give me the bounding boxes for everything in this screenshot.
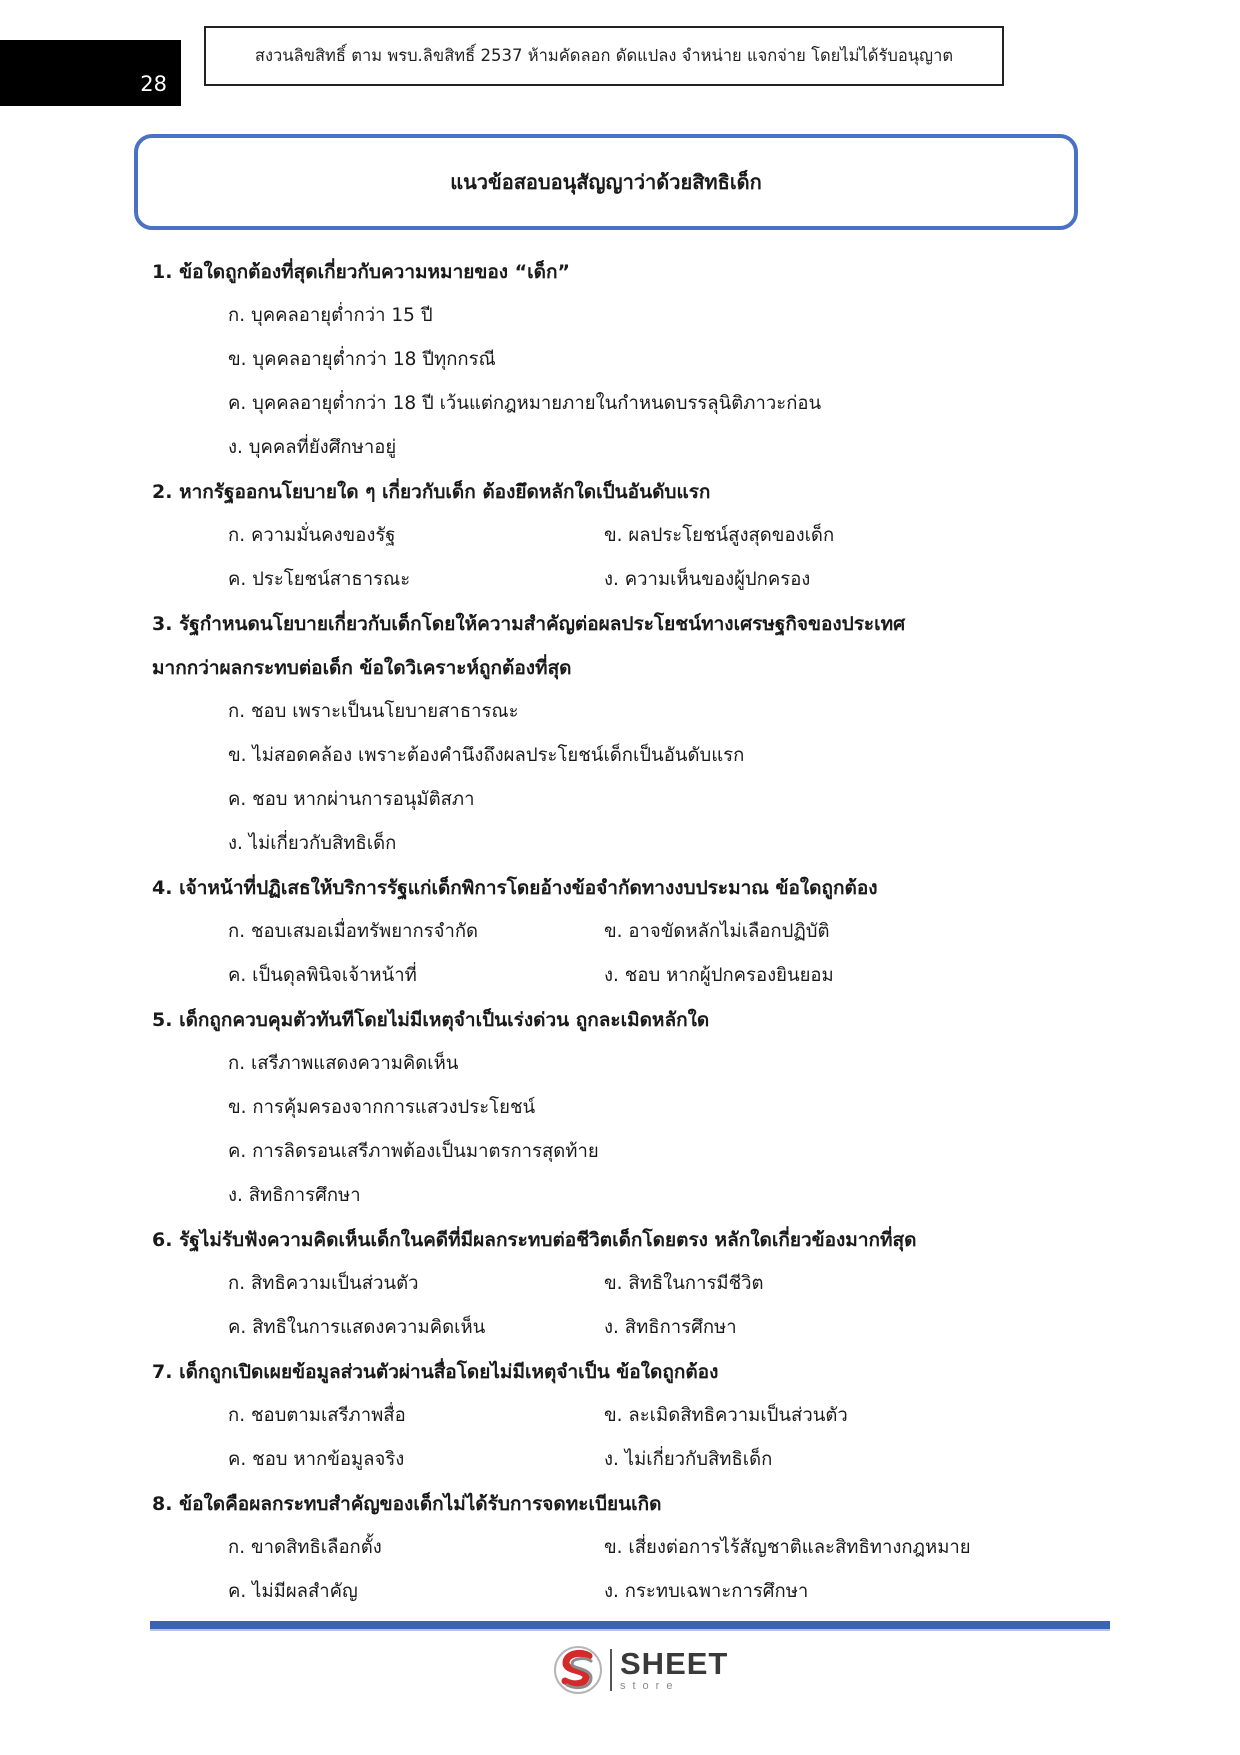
question-number: 5. bbox=[152, 1009, 173, 1031]
question-text: เจ้าหน้าที่ปฏิเสธให้บริการรัฐแก่เด็กพิการโดยอ้างข้อจำกัดทางงบประมาณ ข้อใดถูกต้อง bbox=[179, 877, 878, 899]
option-row bbox=[152, 558, 1112, 602]
option-row bbox=[152, 1262, 1112, 1306]
option: ข. ไม่สอดคล้อง เพราะต้องคำนึงถึงผลประโยชน์เด็กเป็นอันดับแรก bbox=[228, 745, 745, 766]
question-text: เด็กถูกเปิดเผยข้อมูลส่วนตัวผ่านสื่อโดยไม่มีเหตุจำเป็น ข้อใดถูกต้อง bbox=[179, 1361, 719, 1383]
option: ค. ชอบ หากผ่านการอนุมัติสภา bbox=[228, 789, 475, 810]
question-number: 4. bbox=[152, 877, 173, 899]
option-row bbox=[152, 1570, 1112, 1614]
option-row bbox=[152, 1438, 1112, 1482]
option: ค. ประโยชน์สาธารณะ bbox=[228, 569, 411, 590]
question-number: 7. bbox=[152, 1361, 173, 1383]
logo-text bbox=[620, 1648, 728, 1692]
option: ก. ชอบเสมอเมื่อทรัพยากรจำกัด bbox=[228, 921, 479, 942]
option: ก. ความมั่นคงของรัฐ bbox=[228, 525, 396, 546]
option-row bbox=[152, 514, 1112, 558]
option: ก. ชอบตามเสรีภาพสื่อ bbox=[228, 1405, 406, 1426]
option: ง. สิทธิการศึกษา bbox=[604, 1317, 737, 1338]
option: ค. การลิดรอนเสรีภาพต้องเป็นมาตรการสุดท้าย bbox=[228, 1141, 599, 1162]
logo-subtext: store bbox=[620, 1680, 680, 1692]
option: ง. ความเห็นของผู้ปกครอง bbox=[604, 569, 811, 590]
option: ข. ละเมิดสิทธิความเป็นส่วนตัว bbox=[604, 1405, 848, 1426]
option-row bbox=[152, 1306, 1112, 1350]
question-number: 2. bbox=[152, 481, 173, 503]
question-text: รัฐกำหนดนโยบายเกี่ยวกับเด็กโดยให้ความสำคัญต่อผลประโยชน์ทางเศรษฐกิจของประเทศ bbox=[179, 613, 906, 635]
option: ง. บุคคลที่ยังศึกษาอยู่ bbox=[228, 437, 397, 458]
page-number: 28 bbox=[140, 72, 167, 96]
option: ง. ไม่เกี่ยวกับสิทธิเด็ก bbox=[228, 833, 397, 854]
option: ค. ชอบ หากข้อมูลจริง bbox=[228, 1449, 405, 1470]
option: ค. บุคคลอายุต่ำกว่า 18 ปี เว้นแต่กฎหมายภายในกำหนดบรรลุนิติภาวะก่อน bbox=[228, 393, 822, 414]
copyright-notice-box bbox=[204, 26, 1004, 86]
question-text: เด็กถูกควบคุมตัวทันทีโดยไม่มีเหตุจำเป็นเร่งด่วน ถูกละเมิดหลักใด bbox=[179, 1009, 710, 1031]
question-text: หากรัฐออกนโยบายใด ๆ เกี่ยวกับเด็ก ต้องยึดหลักใดเป็นอันดับแรก bbox=[179, 481, 711, 503]
option: ข. ผลประโยชน์สูงสุดของเด็ก bbox=[604, 525, 835, 546]
option: ก. ขาดสิทธิเลือกตั้ง bbox=[228, 1537, 382, 1558]
question-3-continued: มากกว่าผลกระทบต่อเด็ก ข้อใดวิเคราะห์ถูกต้องที่สุด bbox=[152, 657, 572, 679]
title-box bbox=[134, 134, 1078, 230]
footer-divider bbox=[150, 1621, 1110, 1629]
question-7 bbox=[152, 1350, 1112, 1394]
question-number: 8. bbox=[152, 1493, 173, 1515]
question-text: ข้อใดคือผลกระทบสำคัญของเด็กไม่ได้รับการจดทะเบียนเกิด bbox=[179, 1493, 662, 1515]
option: ก. สิทธิความเป็นส่วนตัว bbox=[228, 1273, 419, 1294]
option: ง. ชอบ หากผู้ปกครองยินยอม bbox=[604, 965, 834, 986]
sheet-store-s-logo-icon bbox=[552, 1644, 604, 1696]
question-8 bbox=[152, 1482, 1112, 1526]
question-list bbox=[152, 250, 1112, 1614]
option: ง. ไม่เกี่ยวกับสิทธิเด็ก bbox=[604, 1449, 773, 1470]
option: ค. เป็นดุลพินิจเจ้าหน้าที่ bbox=[228, 965, 417, 986]
question-1 bbox=[152, 250, 1112, 294]
question-2 bbox=[152, 470, 1112, 514]
logo-divider bbox=[610, 1649, 612, 1691]
option: ค. ไม่มีผลสำคัญ bbox=[228, 1581, 358, 1602]
question-number: 3. bbox=[152, 613, 173, 635]
page-title: แนวข้อสอบอนุสัญญาว่าด้วยสิทธิเด็ก bbox=[450, 170, 762, 194]
logo-word: SHEET bbox=[620, 1646, 729, 1681]
page-number-box bbox=[0, 40, 181, 106]
sheet-store-logo bbox=[552, 1642, 728, 1698]
option-row bbox=[152, 910, 1112, 954]
option: ข. อาจขัดหลักไม่เลือกปฏิบัติ bbox=[604, 921, 830, 942]
option: ข. สิทธิในการมีชีวิต bbox=[604, 1273, 764, 1294]
copyright-notice: สงวนลิขสิทธิ์ ตาม พรบ.ลิขสิทธิ์ 2537 ห้ามคัดลอก ดัดแปลง จำหน่าย แจกจ่าย โดยไม่ได้รับอนุญาต bbox=[254, 46, 954, 65]
question-number: 6. bbox=[152, 1229, 173, 1251]
option-row bbox=[152, 954, 1112, 998]
option: ง. กระทบเฉพาะการศึกษา bbox=[604, 1581, 809, 1602]
question-text: รัฐไม่รับฟังความคิดเห็นเด็กในคดีที่มีผลกระทบต่อชีวิตเด็กโดยตรง หลักใดเกี่ยวข้องมากที่สุด bbox=[179, 1229, 917, 1251]
question-number: 1. bbox=[152, 261, 173, 283]
question-3 bbox=[152, 602, 1112, 646]
option-row bbox=[152, 1526, 1112, 1570]
option-row bbox=[152, 1394, 1112, 1438]
question-4 bbox=[152, 866, 1112, 910]
option: ก. บุคคลอายุต่ำกว่า 15 ปี bbox=[228, 305, 433, 326]
question-text: ข้อใดถูกต้องที่สุดเกี่ยวกับความหมายของ “เด็ก” bbox=[179, 261, 570, 283]
option: ค. สิทธิในการแสดงความคิดเห็น bbox=[228, 1317, 486, 1338]
option: ก. เสรีภาพแสดงความคิดเห็น bbox=[228, 1053, 459, 1074]
option: ข. การคุ้มครองจากการแสวงประโยชน์ bbox=[228, 1097, 536, 1118]
option: ข. เสี่ยงต่อการไร้สัญชาติและสิทธิทางกฎหมาย bbox=[604, 1537, 971, 1558]
question-5 bbox=[152, 998, 1112, 1042]
option: ก. ชอบ เพราะเป็นนโยบายสาธารณะ bbox=[228, 701, 519, 722]
footer-divider-shadow bbox=[150, 1629, 1110, 1631]
option: ข. บุคคลอายุต่ำกว่า 18 ปีทุกกรณี bbox=[228, 349, 496, 370]
option: ง. สิทธิการศึกษา bbox=[228, 1185, 361, 1206]
question-6 bbox=[152, 1218, 1112, 1262]
